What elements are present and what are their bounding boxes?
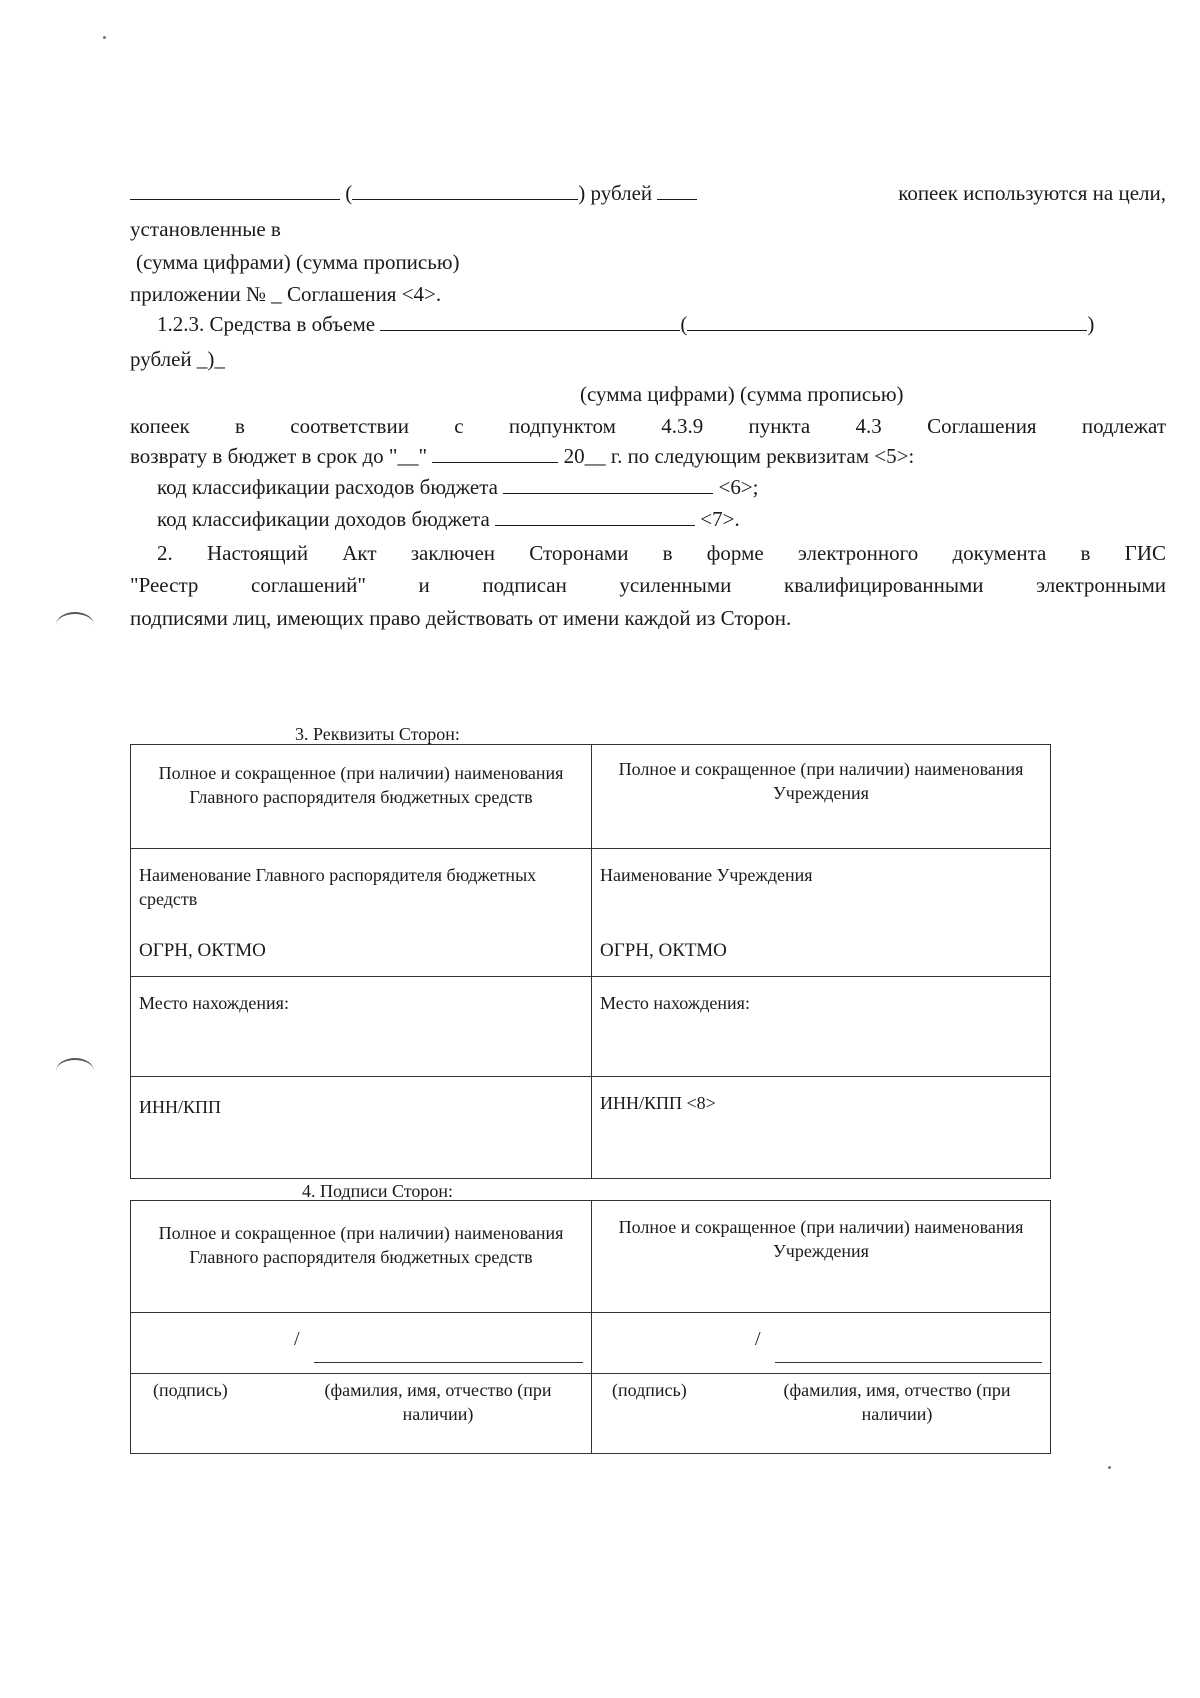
signature-caption: (подпись) (612, 1380, 687, 1400)
rubles-label: ) рублей (578, 181, 653, 205)
location-cell-right: Место нахождения: (592, 977, 1051, 1077)
signature-line-left[interactable] (131, 1313, 592, 1374)
chief-administrator-name-label: Наименование Главного распорядителя бюджетных средств (139, 865, 537, 909)
amount-line (130, 180, 1166, 206)
ogrn-oktmo-label: ОГРН, ОКТМО (139, 940, 266, 961)
scan-speck (103, 36, 106, 39)
paren-open: ( (680, 312, 688, 336)
income-code-line (157, 506, 740, 532)
purpose-text: копеек используются на цели, (898, 181, 1166, 205)
full-name-caption: (фамилия, имя, отчество (при наличии) (783, 1380, 1011, 1424)
income-code-blank[interactable] (495, 507, 695, 526)
amount-caption: (сумма цифрами) (сумма прописью) (136, 250, 460, 274)
requisites-name-cell-right (592, 849, 1051, 977)
expense-code-blank[interactable] (503, 475, 713, 494)
name-line-right (775, 1361, 1042, 1363)
expense-code-label: код классификации расходов бюджета (157, 475, 498, 499)
return-clause-line: копеек в соответствии с подпунктом 4.3.9 пункта 4.3 Соглашения подлежат (130, 414, 1166, 438)
paren-open: ( (345, 181, 353, 205)
signature-caption: (подпись) (153, 1380, 228, 1400)
full-name-caption: (фамилия, имя, отчество (при наличии) (324, 1380, 552, 1424)
amount-digits-blank[interactable] (130, 181, 340, 200)
established-text: установленные в (130, 217, 281, 241)
paragraph-2-line: "Реестр соглашений" и подписан усиленными квалифицированными электронными (130, 573, 1166, 597)
inn-kpp-cell-right: ИНН/КПП <8> (592, 1077, 1051, 1179)
name-line-left (314, 1361, 583, 1363)
ogrn-oktmo-label: ОГРН, ОКТМО (600, 940, 727, 961)
deadline-label: возврату в бюджет в срок до "__" (130, 444, 428, 468)
funds-volume-line (157, 311, 1166, 337)
signatures-title: 4. Подписи Сторон: (302, 1181, 454, 1201)
funds-volume-label: 1.2.3. Средства в объеме (157, 312, 376, 336)
requisites-header-right: Полное и сокращенное (при наличии) наименования Учреждения (592, 745, 1051, 849)
inn-kpp-cell-left: ИНН/КПП (131, 1077, 592, 1179)
expense-code-line (157, 474, 759, 500)
footnote-ref: <6>; (718, 475, 759, 499)
volume-caption: (сумма цифрами) (сумма прописью) (580, 382, 904, 406)
requisites-header-left: Полное и сокращенное (при наличии) наименования Главного распорядителя бюджетных средств (131, 745, 592, 849)
scan-speck (1108, 1466, 1111, 1469)
volume-words-blank[interactable] (687, 312, 1087, 331)
signature-separator: / (294, 1328, 300, 1350)
signatures-table (130, 1200, 1051, 1454)
signature-caption-right (592, 1374, 1051, 1454)
paren-close: ) (1087, 312, 1095, 336)
signatures-header-right: Полное и сокращенное (при наличии) наименования Учреждения (592, 1201, 1051, 1313)
income-code-label: код классификации доходов бюджета (157, 507, 490, 531)
amount-words-blank[interactable] (352, 181, 578, 200)
punch-hole-mark (56, 1058, 94, 1084)
volume-digits-blank[interactable] (380, 312, 680, 331)
signature-caption-left (131, 1374, 592, 1454)
requisites-title: 3. Реквизиты Сторон: (295, 724, 460, 744)
annex-reference: приложении № _ Соглашения <4>. (130, 282, 442, 306)
deadline-year-text: 20__ г. по следующим реквизитам <5>: (563, 444, 915, 468)
rubles-text: рублей _)_ (130, 347, 225, 371)
deadline-month-blank[interactable] (432, 444, 558, 463)
paragraph-2-line: 2. Настоящий Акт заключен Сторонами в форме электронного документа в ГИС (157, 541, 1166, 565)
signature-separator: / (755, 1328, 761, 1350)
kopecks-blank[interactable] (657, 181, 697, 200)
paragraph-2-line: подписями лиц, имеющих право действовать от имени каждой из Сторон. (130, 606, 792, 630)
signature-line-right[interactable] (592, 1313, 1051, 1374)
footnote-ref: <7>. (700, 507, 740, 531)
punch-hole-mark (56, 612, 94, 638)
requisites-name-cell-left (131, 849, 592, 977)
signatures-header-left: Полное и сокращенное (при наличии) наименования Главного распорядителя бюджетных средств (131, 1201, 592, 1313)
requisites-table (130, 744, 1051, 1179)
return-deadline-line (130, 443, 914, 469)
location-cell-left: Место нахождения: (131, 977, 592, 1077)
institution-name-label: Наименование Учреждения (600, 865, 813, 885)
